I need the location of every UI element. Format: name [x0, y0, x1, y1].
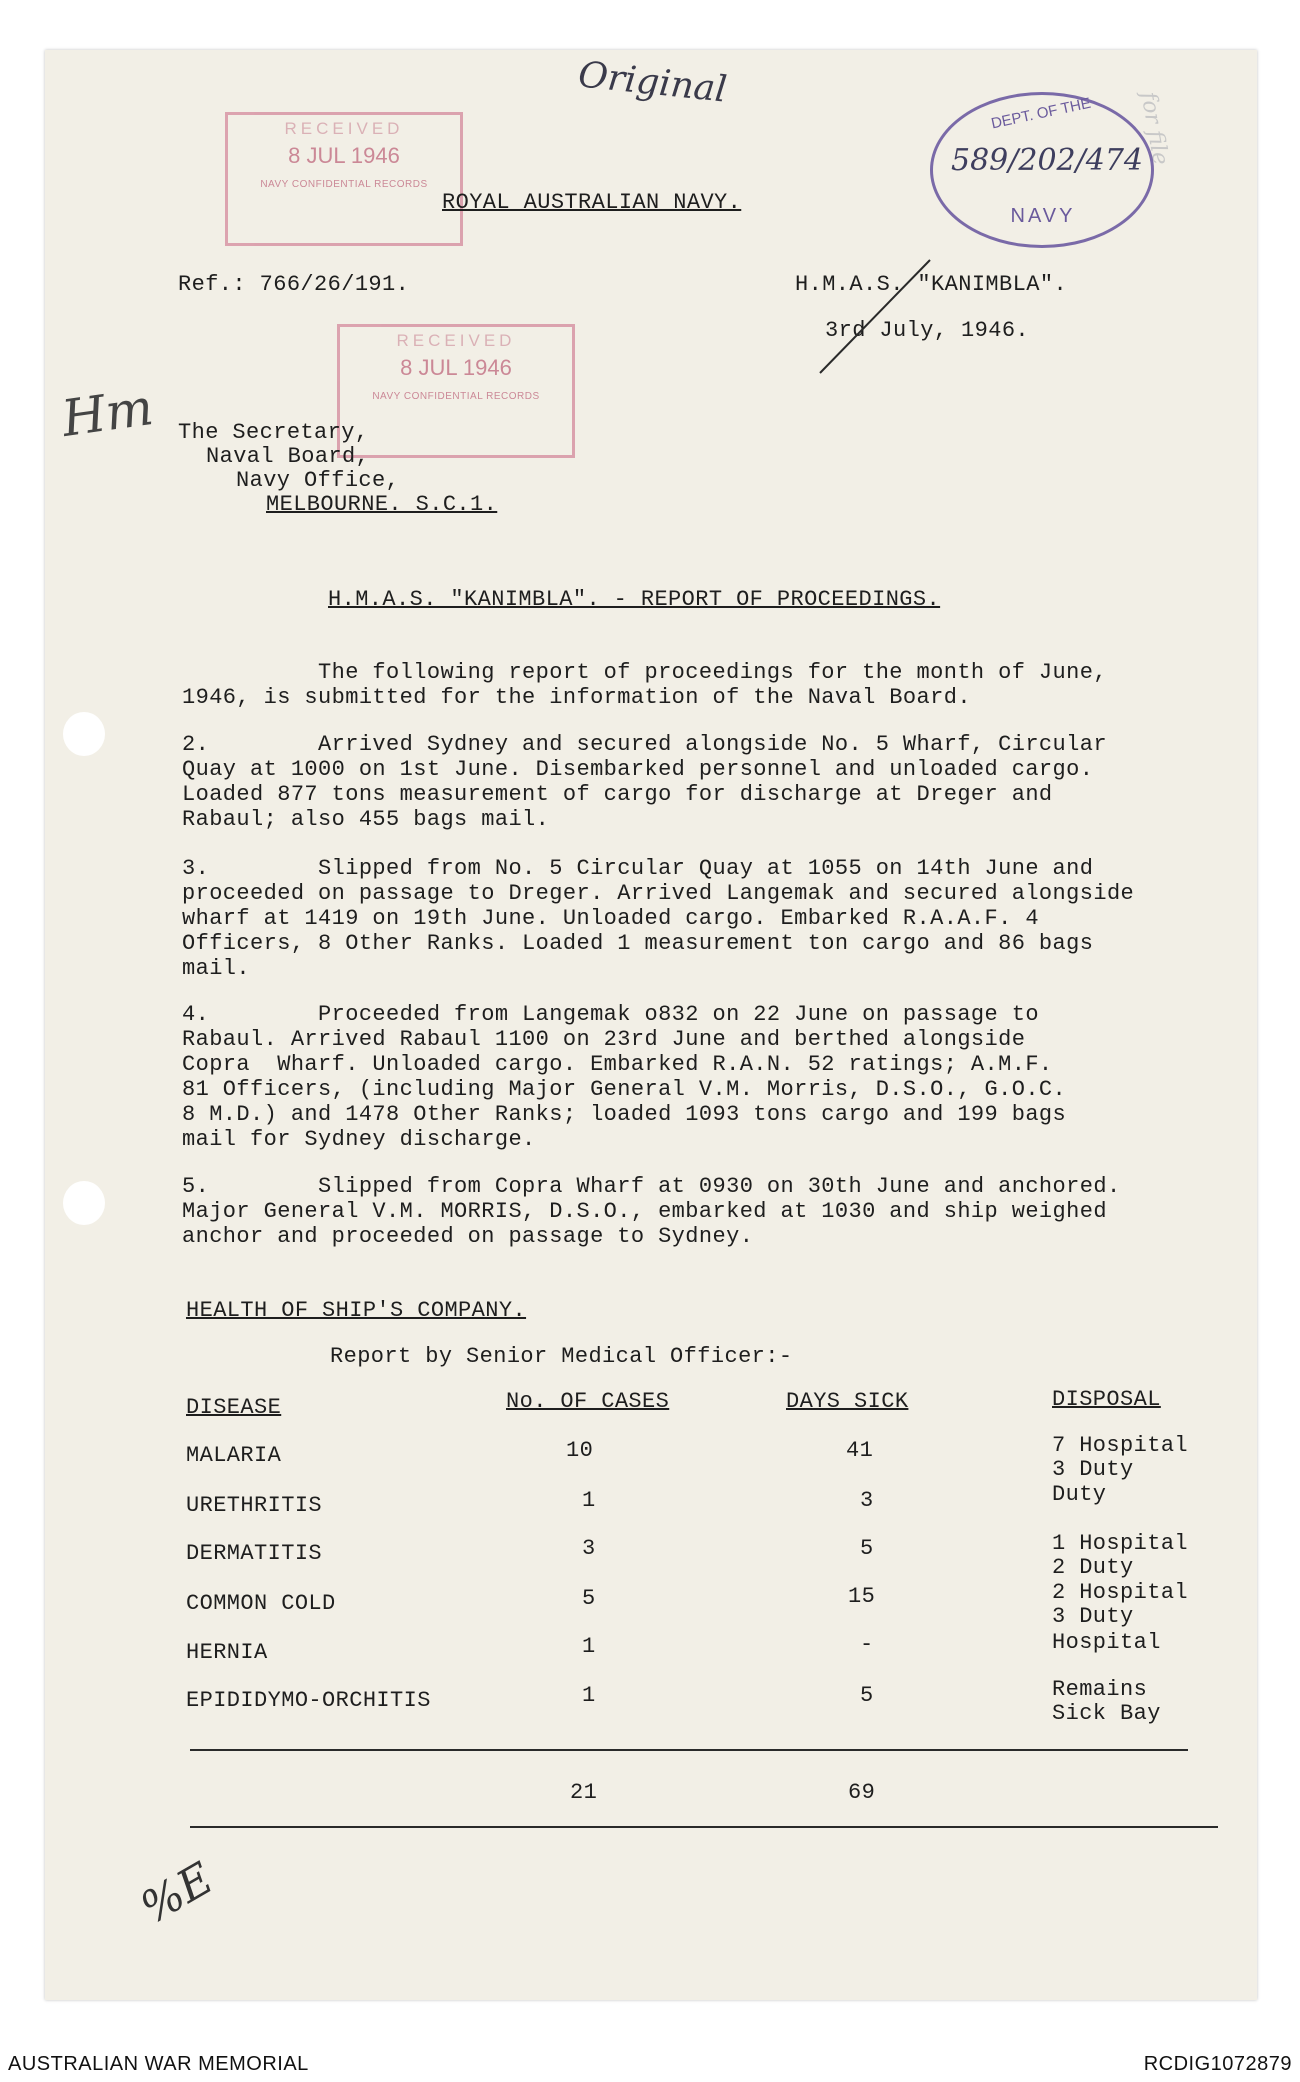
body-paragraph: 3. Slipped from No. 5 Circular Quay at 1055 on 14th June and proceeded on passage to Dreger. Arrived Langemak and secured alongside wharf at 1419 on 19th June. Unloaded cargo. Embarked R.A.A.F. 4 Officers, 8 Other Ranks. Loaded 1 measurement ton cargo and 86 bags mail. — [182, 856, 1135, 981]
disposal-cell: Hospital — [1052, 1630, 1161, 1655]
cases-cell: 5 — [582, 1586, 596, 1611]
ship-name: H.M.A.S. "KANIMBLA". — [795, 272, 1068, 297]
body-paragraph: 4. Proceeded from Langemak o832 on 22 June on passage to Rabaul. Arrived Rabaul 1100 on 23rd June and berthed alongside Copra Wharf. Unloaded cargo. Embarked R.A.N. 52 ratings; A.M.F. 81 Officers, (including Major General V.M. Morris, D.S.O., G.O.C. 8 M.D.) and 1478 Other Ranks; loaded 1093 tons cargo and 199 bags mail for Sydney discharge. — [182, 1002, 1067, 1152]
disposal-cell: 7 Hospital 3 Duty — [1052, 1433, 1189, 1482]
disease-cell: DERMATITIS — [186, 1541, 323, 1566]
handwritten-initials: Hm — [58, 377, 157, 449]
disease-cell: URETHRITIS — [186, 1493, 323, 1518]
column-header-disease: DISEASE — [186, 1395, 282, 1420]
column-header-days: DAYS SICK — [786, 1389, 909, 1414]
dept-navy-stamp: DEPT. OF THE 589/202/474 NAVY — [930, 92, 1154, 248]
body-paragraph: 2. Arrived Sydney and secured alongside No. 5 Wharf, Circular Quay at 1000 on 1st June. Disembarked personnel and unloaded cargo. Loaded 877 tons measurement of cargo for discharge at Dreger and Rabaul; also 455 bags mail. — [182, 732, 1107, 832]
addressee-line: Naval Board, — [206, 444, 370, 469]
addressee-line: Navy Office, — [236, 468, 400, 493]
days-cell: 3 — [860, 1488, 874, 1513]
body-paragraph: The following report of proceedings for the month of June, 1946, is submitted for the information of the Naval Board. — [182, 660, 1107, 710]
total-days: 69 — [848, 1780, 876, 1805]
punch-hole — [63, 1181, 105, 1225]
table-rule — [190, 1749, 1188, 1751]
reference-number: Ref.: 766/26/191. — [178, 272, 410, 297]
received-stamp: RECEIVED 8 JUL 1946 NAVY CONFIDENTIAL RECORDS — [225, 112, 463, 246]
days-cell: 5 — [860, 1536, 874, 1561]
handwritten-signature: %E — [132, 1852, 222, 1935]
health-intro: Report by Senior Medical Officer:- — [330, 1344, 793, 1369]
footer-id: RCDIG1072879 — [1143, 2053, 1292, 2075]
disease-cell: EPIDIDYMO-ORCHITIS — [186, 1688, 431, 1713]
cases-cell: 1 — [582, 1488, 596, 1513]
disposal-cell: Duty — [1052, 1482, 1107, 1507]
cases-cell: 1 — [582, 1683, 596, 1708]
footer-source: AUSTRALIAN WAR MEMORIAL — [8, 2053, 309, 2075]
disposal-cell: 1 Hospital 2 Duty — [1052, 1531, 1189, 1580]
table-rule — [190, 1826, 1218, 1828]
days-cell: 5 — [860, 1683, 874, 1708]
health-heading: HEALTH OF SHIP'S COMPANY. — [186, 1298, 527, 1323]
days-cell: 41 — [846, 1438, 874, 1463]
cases-cell: 10 — [566, 1438, 594, 1463]
total-cases: 21 — [570, 1780, 598, 1805]
disease-cell: MALARIA — [186, 1443, 282, 1468]
handwritten-original: Original — [576, 54, 729, 111]
disposal-cell: Remains Sick Bay — [1052, 1677, 1161, 1726]
disease-cell: COMMON COLD — [186, 1591, 336, 1616]
days-cell: - — [860, 1632, 874, 1657]
letter-date: 3rd July, 1946. — [825, 318, 1030, 343]
punch-hole — [63, 712, 105, 756]
disease-cell: HERNIA — [186, 1640, 268, 1665]
addressee-line: The Secretary, — [178, 420, 369, 445]
days-cell: 15 — [848, 1584, 876, 1609]
cases-cell: 3 — [582, 1536, 596, 1561]
subject-heading: H.M.A.S. "KANIMBLA". - REPORT OF PROCEEDINGS. — [328, 587, 941, 612]
received-stamp: RECEIVED 8 JUL 1946 NAVY CONFIDENTIAL RECORDS — [337, 324, 575, 458]
pen-strike — [815, 258, 935, 378]
addressee-line: MELBOURNE. S.C.1. — [266, 492, 498, 517]
body-paragraph: 5. Slipped from Copra Wharf at 0930 on 30th June and anchored. Major General V.M. MORRIS, D.S.O., embarked at 1030 and ship weighed anchor and proceeded on passage to Sydney. — [182, 1174, 1121, 1249]
column-header-disposal: DISPOSAL — [1052, 1387, 1161, 1412]
column-header-cases: No. OF CASES — [506, 1389, 670, 1414]
faint-margin-note: for file — [1135, 90, 1173, 167]
disposal-cell: 2 Hospital 3 Duty — [1052, 1580, 1189, 1629]
service-title: ROYAL AUSTRALIAN NAVY. — [442, 190, 742, 215]
cases-cell: 1 — [582, 1634, 596, 1659]
